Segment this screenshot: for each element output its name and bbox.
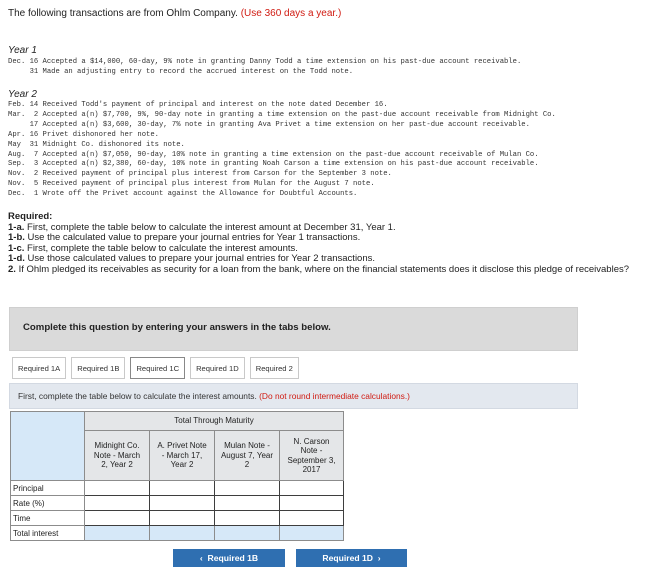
transaction-line: Sep. 3 Accepted a(n) $2,380, 60-day, 10% note in granting Noah Carson a time extension on his past-due account receivable. xyxy=(8,160,539,169)
year1-transactions xyxy=(8,58,521,78)
next-button[interactable] xyxy=(296,549,407,567)
year2-transactions xyxy=(8,101,556,200)
rate-input[interactable] xyxy=(280,496,344,511)
transaction-line: Apr. 16 Privet dishonored her note. xyxy=(8,130,159,139)
prev-button[interactable] xyxy=(173,549,285,567)
rate-input[interactable] xyxy=(150,496,215,511)
required-item: 1-d. Use those calculated values to prepare your journal entries for Year 2 transactions. xyxy=(8,253,376,264)
transaction-line: Dec. 16 Accepted a $14,000, 60-day, 9% note in granting Danny Todd a time extension on his past-due account receivable. xyxy=(8,58,522,66)
chevron-left-icon: ‹ xyxy=(199,553,203,563)
tab-required-1b[interactable]: Required 1B xyxy=(71,357,125,379)
time-input[interactable] xyxy=(150,511,215,526)
corner-cell xyxy=(11,412,85,481)
transaction-line: Dec. 1 Wrote off the Privet account against the Allowance for Doubtful Accounts. xyxy=(8,190,358,199)
tab-required-1a[interactable]: Required 1A xyxy=(12,357,66,379)
column-header: A. Privet Note - March 17, Year 2 xyxy=(150,431,215,481)
tab-bar xyxy=(12,357,304,379)
row-label-principal: Principal xyxy=(11,481,85,496)
time-input[interactable] xyxy=(280,511,344,526)
complete-question-box xyxy=(9,307,578,351)
prev-button-label: Required 1B xyxy=(207,553,259,563)
instruction-text: First, complete the table below to calculate the interest amounts. (Do not round intermediate calculations.) xyxy=(18,391,410,401)
intro-text xyxy=(8,8,341,19)
time-input[interactable] xyxy=(215,511,280,526)
complete-question-text: Complete this question by entering your answers in the tabs below. xyxy=(23,322,331,333)
transaction-line: May 31 Midnight Co. dishonored its note. xyxy=(8,140,185,149)
transaction-line: Aug. 7 Accepted a(n) $7,050, 90-day, 10% note in granting a time extension on the past-due account receivable of Mulan Co. xyxy=(8,150,539,159)
chevron-right-icon: › xyxy=(377,553,381,563)
required-heading: Required: xyxy=(8,211,53,222)
table-title: Total Through Maturity xyxy=(85,412,344,431)
total-interest-cell xyxy=(150,526,215,541)
transaction-line: 31 Made an adjusting entry to record the accrued interest on the Todd note. xyxy=(8,67,354,76)
row-label-rate: Rate (%) xyxy=(11,496,85,511)
next-button-label: Required 1D xyxy=(322,553,373,563)
total-interest-cell xyxy=(215,526,280,541)
intro-note: (Use 360 days a year.) xyxy=(240,8,342,19)
transaction-line: Feb. 14 Received Todd's payment of principal and interest on the note dated December 16. xyxy=(8,101,388,109)
rate-input[interactable] xyxy=(215,496,280,511)
required-item: 2. If Ohlm pledged its receivables as security for a loan from the bank, where on the financial statements does it disclose this pledge of receivables? xyxy=(8,263,630,275)
transaction-line: Mar. 2 Accepted a(n) $7,700, 9%, 90-day note in granting a time extension on the past-due account receivable from Midnight Co. xyxy=(8,110,556,119)
principal-input[interactable] xyxy=(215,481,280,496)
tab-required-2[interactable]: Required 2 xyxy=(250,357,299,379)
required-section xyxy=(8,212,664,275)
row-label-total-interest: Total interest xyxy=(11,526,85,541)
principal-input[interactable] xyxy=(280,481,344,496)
required-item: 1-b. Use the calculated value to prepare your journal entries for Year 1 transactions. xyxy=(8,232,361,243)
time-input[interactable] xyxy=(85,511,150,526)
tab-required-1d[interactable]: Required 1D xyxy=(190,357,245,379)
total-interest-cell xyxy=(85,526,150,541)
intro-statement: The following transactions are from Ohlm Company. xyxy=(8,8,238,19)
year2-label: Year 2 xyxy=(8,89,37,100)
row-label-time: Time xyxy=(11,511,85,526)
column-header: N. Carson Note - September 3, 2017 xyxy=(280,431,344,481)
required-item: 1-a. First, complete the table below to calculate the interest amount at December 31, Year 1. xyxy=(8,221,396,233)
year1-label: Year 1 xyxy=(8,45,37,56)
transaction-line: Nov. 5 Received payment of principal plus interest from Mulan for the August 7 note. xyxy=(8,180,375,189)
principal-input[interactable] xyxy=(85,481,150,496)
required-item: 1-c. First, complete the table below to calculate the interest amounts. xyxy=(8,242,298,254)
transaction-line: 17 Accepted a(n) $3,600, 30-day, 7% note in granting Ava Privet a time extension on her past-due account receivable. xyxy=(8,120,530,129)
rate-input[interactable] xyxy=(85,496,150,511)
tab-required-1c[interactable]: Required 1C xyxy=(130,357,185,379)
principal-input[interactable] xyxy=(150,481,215,496)
transaction-line: Nov. 2 Received payment of principal plus interest from Carson for the September 3 note. xyxy=(8,170,392,179)
instruction-panel xyxy=(9,383,578,409)
total-interest-cell xyxy=(280,526,344,541)
column-header: Mulan Note - August 7, Year 2 xyxy=(215,431,280,481)
interest-table xyxy=(10,411,344,541)
column-header: Midnight Co. Note - March 2, Year 2 xyxy=(85,431,150,481)
